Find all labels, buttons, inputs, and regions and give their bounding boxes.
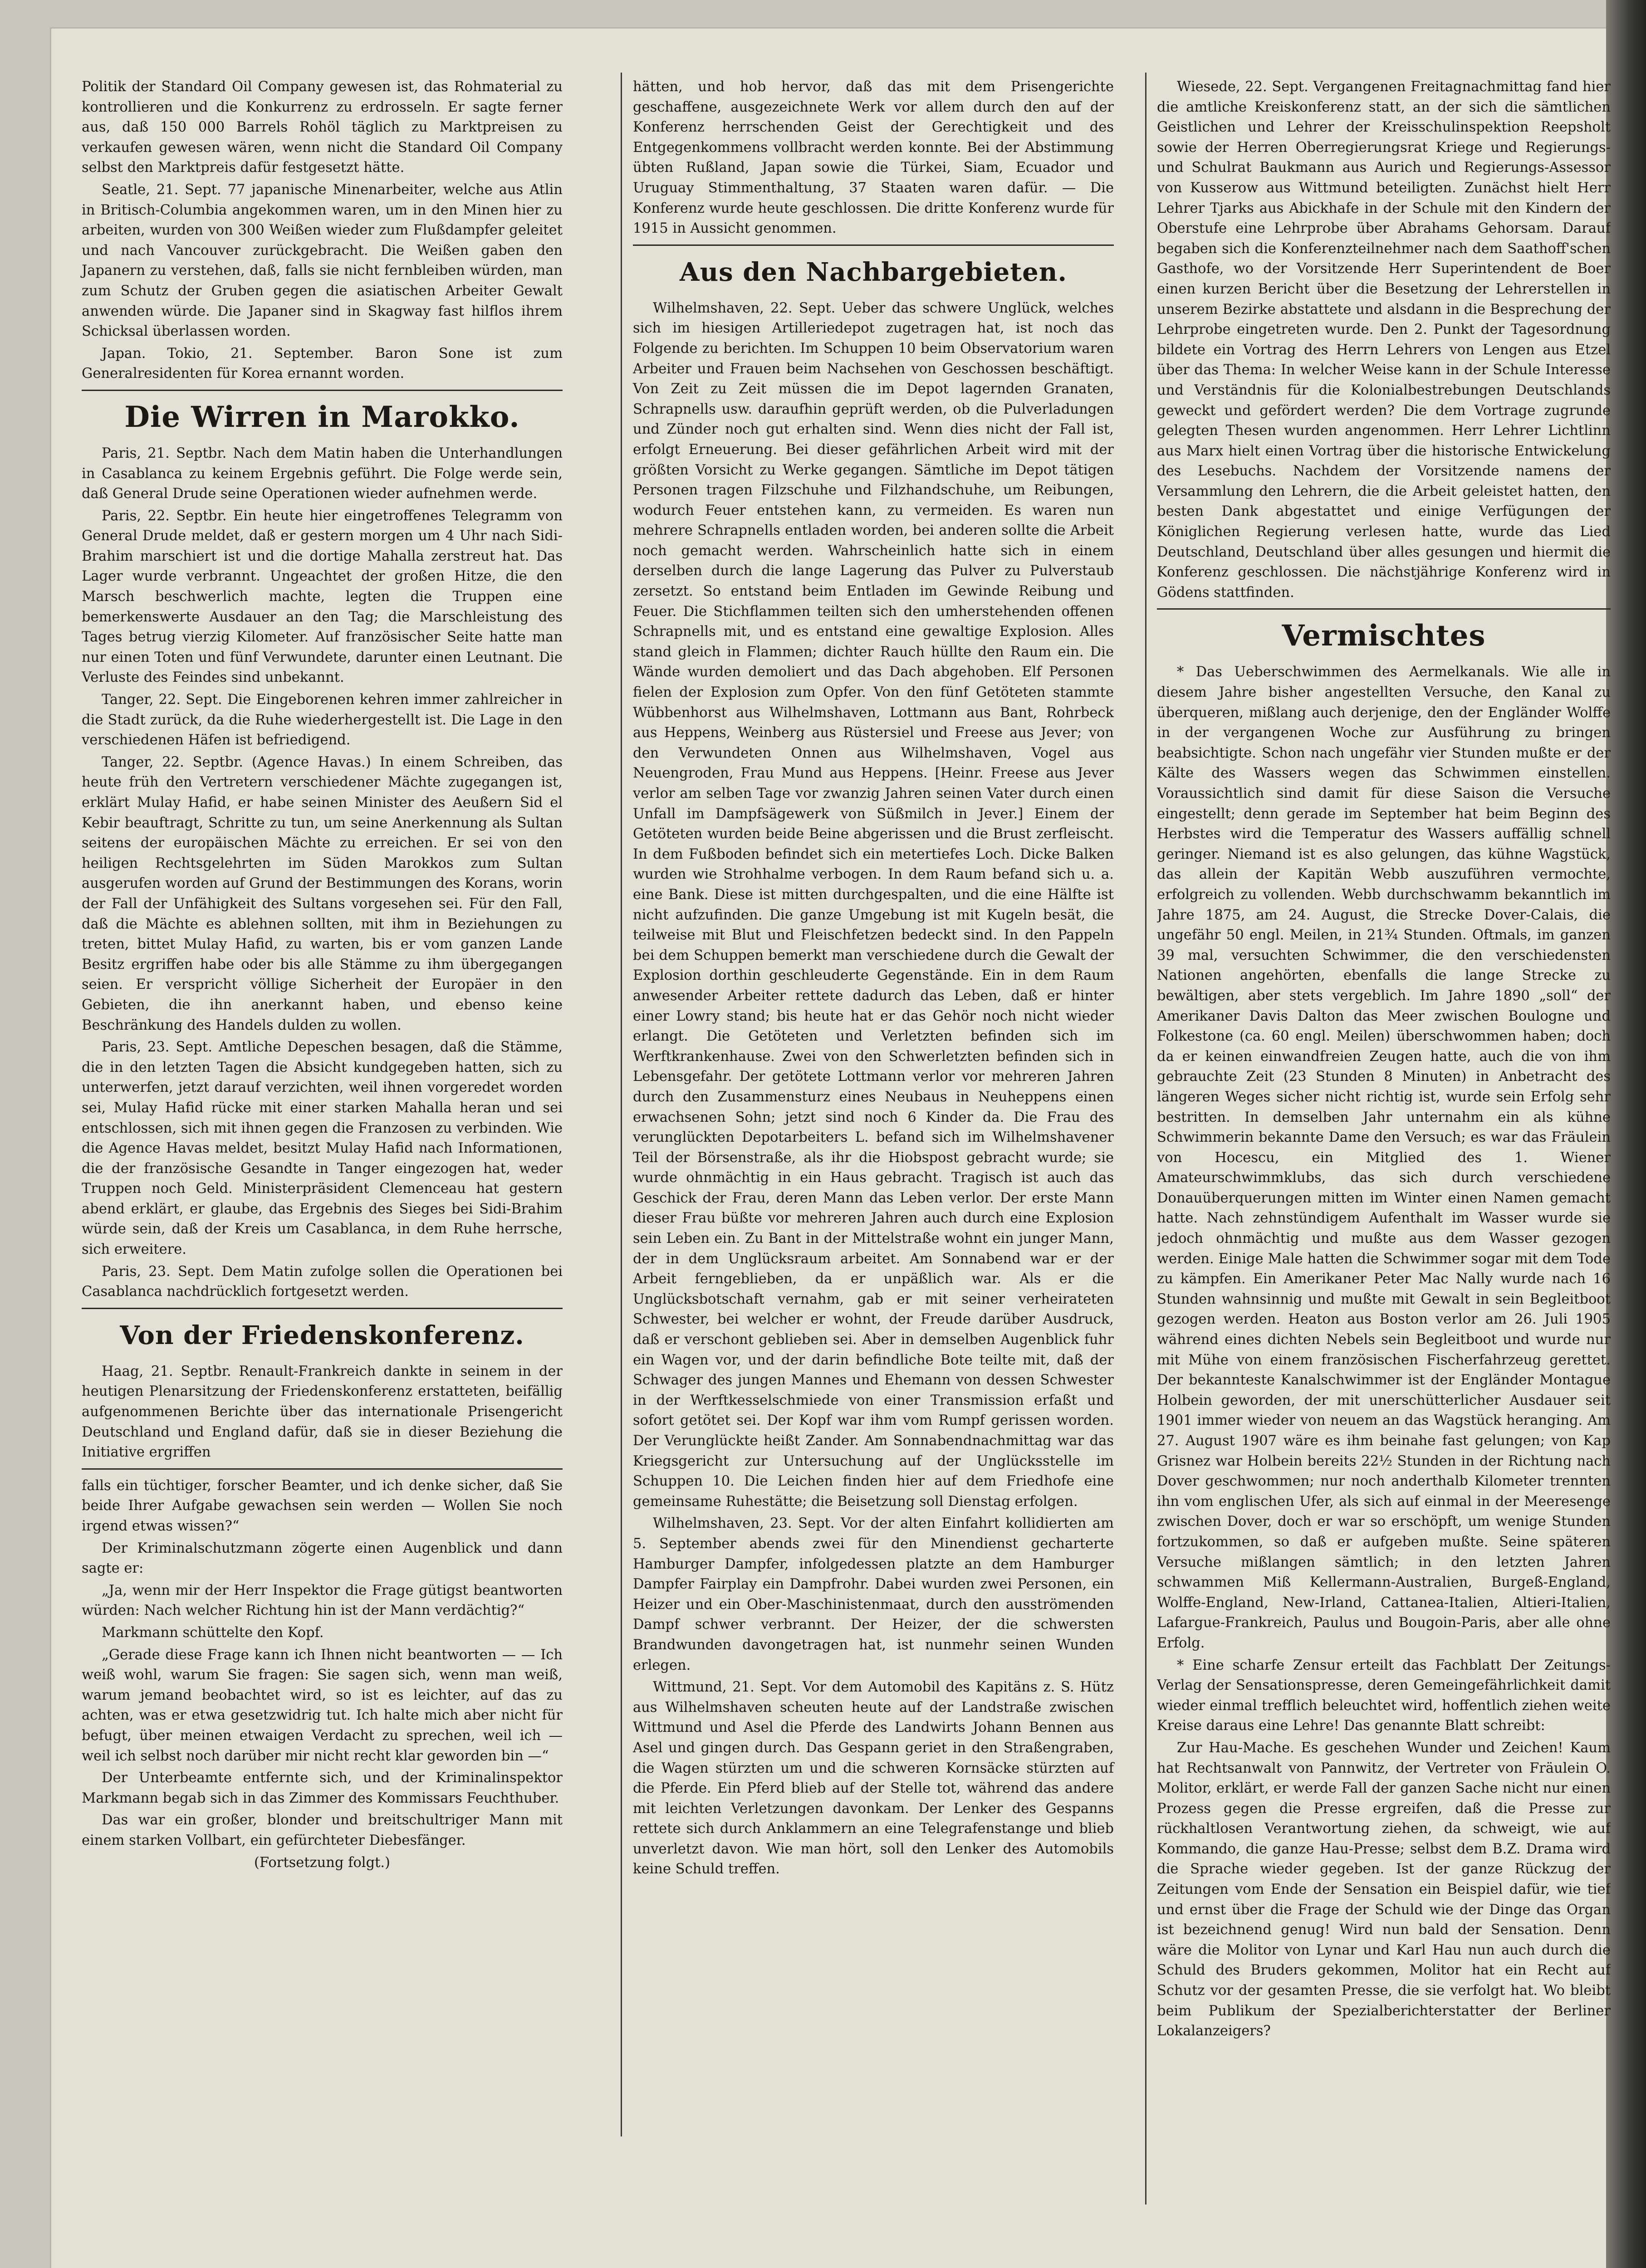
section-divider (82, 1308, 563, 1309)
feuilleton-text: Das war ein großer, blonder und breitschultriger Mann mit einem starken Vollbart, ein gefürchteter Diebesfänger. (82, 1812, 563, 1848)
section-divider (633, 244, 1114, 246)
article-text: Seatle, 21. Sept. 77 japanische Minenarbeiter, welche aus Atlin in Britisch-Columbia angekommen waren, um in den Minen hier zu arbeiten, wurden von 300 Weißen wieder zum Flußdampfer geleitet und nach Vancouver zurückgebracht. Die Weißen gaben den Japanern zu verstehen, daß, falls sie nicht fernbleiben würden, man zum Schutz der Gruben gegen die asiatischen Arbeiter Gewalt anwenden würde. Die Japaner sind in Skagway fast hilflos ihrem Schicksal überlassen worden. (82, 181, 563, 340)
article-text: Japan. Tokio, 21. September. Baron Sone ist zum Generalresidenten für Korea ernannt worden. (82, 345, 563, 382)
feuilleton-text: „Gerade diese Frage kann ich Ihnen nicht beantworten — — Ich weiß wohl, warum Sie fragen: Sie sagen sich, wenn man weiß, warum jemand beobachtet wird, so ist es leichter, auf das zu achten, was er etwa gesetzwidrig tut. Ich halte mich aber nicht für befugt, über meinen etwaigen Verdacht zu sprechen, weil ich — weil ich selbst noch darüber mir nicht recht klar geworden bin —“ (82, 1647, 563, 1764)
book-spine-shadow (1606, 0, 1646, 2268)
article-text: Wittmund, 21. Sept. Vor dem Automobil des Kapitäns z. S. Hütz aus Wilhelmshaven scheuten heute auf der Landstraße zwischen Wittmund und Asel die Pferde des Landwirts Johann Bennen aus Asel und gingen durch. Das Gespann geriet in den Straßengraben, die Wagen stürzten um und die schweren Kornsäcke stürzten auf die Pferde. Ein Pferd blieb auf der Stelle tot, während das andere mit leichten Verletzungen davonkam. Der Lenker des Gespanns rettete sich durch Anklammern an eine Telegrafenstange und blieb unverletzt davon. Wie man hört, soll den Lenker des Automobils keine Schuld treffen. (633, 1679, 1114, 1877)
article-text: Wilhelmshaven, 23. Sept. Vor der alten Einfahrt kollidierten am 5. September abends zwei für den Minendienst gecharterte Hamburger Dampfer, infolgedessen platzte an dem Hamburger Dampfer Fairplay ein Dampfrohr. Dabei wurden zwei Personen, ein Heizer und ein Ober-Maschinistenmaat, durch den ausströmenden Dampf schwer verbrannt. Der Heizer, der die schwersten Brandwunden davongetragen hat, ist nunmehr seinen Wunden erlegen. (633, 1515, 1114, 1673)
article-text: Haag, 21. Septbr. Renault-Frankreich dankte in seinem in der heutigen Plenarsitzung der Friedenskonferenz erstatteten, beifällig aufgenommenen Berichte über das internationale Prisengericht Deutschland und England dafür, daß sie in dieser Beziehung die Initiative ergriffen (82, 1363, 563, 1461)
article-text: Tanger, 22. Septbr. (Agence Havas.) In einem Schreiben, das heute früh den Vertretern verschiedener Mächte zugegangen ist, erklärt Mulay Hafid, er habe seinen Minister des Aeußern Sid el Kebir beauftragt, Schritte zu tun, um seine Anerkennung als Sultan seitens der europäischen Mächte zu erreichen. Er sei von den heiligen Rechtsgelehrten im Süden Marokkos zum Sultan ausgerufen worden auf Grund der Bestimmungen des Korans, worin der Fall der Unfähigkeit des Sultans vorgesehen sei. Für den Fall, daß die Mächte es ablehnen sollten, mit ihm in Beziehungen zu treten, bittet Mulay Hafid, zu warten, bis er vom ganzen Lande Besitz ergriffen habe oder bis alle Stämme zu ihm übergegangen seien. Er verspricht völlige Sicherheit der Europäer in den Gebieten, die ihn anerkannt haben, und ebenso keine Beschränkung des Handels dulden zu wollen. (82, 754, 563, 1033)
section-headline: Die Wirren in Marokko. (124, 400, 520, 434)
column-2 (633, 77, 1114, 1882)
article-text: hätten, und hob hervor, daß das mit dem Prisengerichte geschaffene, ausgezeichnete Werk vor allem durch den auf der Konferenz herrschenden Geist der Gerechtigkeit und des Entgegenkommens vollbracht werden konnte. Bei der Abstimmung übten Rußland, Japan sowie die Türkei, Siam, Ecuador und Uruguay Stimmenthaltung, 37 Staaten waren dafür. — Die Konferenz wurde heute geschlossen. Die dritte Konferenz wurde für 1915 in Aussicht genommen. (633, 79, 1114, 237)
column-rule-2 (1145, 73, 1146, 2204)
article-text: Paris, 22. Septbr. Ein heute hier eingetroffenes Telegramm von General Drude meldet, daß er gestern morgen um 4 Uhr nach Sidi-Brahim marschiert ist und die dortige Mahalla zerstreut hat. Das Lager wurde verbrannt. Ungeachtet der großen Hitze, die den Marsch beschwerlich machte, legten die Truppen eine bemerkenswerte Ausdauer an den Tag; die Marschleistung des Tages betrug vierzig Kilometer. Auf französischer Seite hatte man nur einen Toten und fünf Verwundete, darunter einen Leutnant. Die Verluste des Feindes sind unbekannt. (82, 508, 563, 686)
article-text: Paris, 23. Sept. Dem Matin zufolge sollen die Operationen bei Casablanca nachdrücklich fortgesetzt werden. (82, 1263, 563, 1300)
feuilleton-text: falls ein tüchtiger, forscher Beamter, und ich denke sicher, daß Sie beide Ihrer Aufgabe gewachsen sein werden — Wollen Sie noch irgend etwas wissen?“ (82, 1477, 563, 1534)
column-rule-1 (621, 73, 622, 2136)
section-headline: Vermischtes (1282, 619, 1486, 653)
article-text: Paris, 21. Septbr. Nach dem Matin haben die Unterhandlungen in Casablanca zu keinem Ergebnis geführt. Die Folge werde sein, daß General Drude seine Operationen wieder aufnehmen werde. (82, 445, 563, 502)
feuilleton-text: Der Kriminalschutzmann zögerte einen Augenblick und dann sagte er: (82, 1540, 563, 1577)
continuation-note: (Fortsetzung folgt.) (254, 1854, 390, 1871)
article-text: Wiesede, 22. Sept. Vergangenen Freitagnachmittag fand hier die amtliche Kreiskonferenz statt, an der sich die sämtlichen Geistlichen und Lehrer der Kreisschulinspektion Reepsholt sowie der Herren Oberregierungsrat Kriege und Regierungs- und Schulrat Baukmann aus Aurich und Regierungs-Assessor von Kusserow aus Wittmund beteiligten. Zunächst hielt Herr Lehrer Tjarks aus Abickhafe in der Schule mit den Kindern der Oberstufe eine Lehrprobe über Abrahams Gehorsam. Darauf begaben sich die Konferenzteilnehmer nach dem Saathoff'schen Gasthofe, wo der Vorsitzende Herr Superintendent de Boer einen kurzen Bericht über die Besetzung der Lehrerstellen in unserem Bezirke abstattete und alsdann in die Besprechung der Lehrprobe eingetreten wurde. Den 2. Punkt der Tagesordnung bildete ein Vortrag des Herrn Lehrers von Lengen aus Etzel über das Thema: In welcher Weise kann in der Schule Interesse und Verständnis für die Kolonialbestrebungen Deutschlands geweckt und gefördert werden? Die dem Vortrage zugrunde gelegten Thesen wurden angenommen. Herr Lehrer Lichtlinn aus Marx hielt einen Vortrag über die historische Entwickelung des Lesebuchs. Nachdem der Vorsitzende namens der Versammlung den Lehrern, die die Arbeit geleistet hatten, den besten Dank abgestattet und einige Verfügungen der Königlichen Regierung verlesen hatte, wurde das Lied Deutschland, Deutschland über alles gesungen und hiermit die Konferenz geschlossen. Die nächstjährige Konferenz wird in Gödens stattfinden. (1157, 79, 1611, 601)
article-text: * Eine scharfe Zensur erteilt das Fachblatt Der Zeitungs-Verlag der Sensationspresse, deren Gemeingefährlichkeit damit wieder einmal trefflich beleuchtet wird, hoffentlich ziehen weite Kreise daraus eine Lehre! Das genannte Blatt schreibt: (1157, 1657, 1611, 1734)
feuilleton-divider (82, 1468, 563, 1470)
section-divider (82, 390, 563, 391)
feuilleton-text: Der Unterbeamte entfernte sich, und der Kriminalinspektor Markmann begab sich in das Zimmer des Kommissars Feuchthuber. (82, 1770, 563, 1806)
article-text: Paris, 23. Sept. Amtliche Depeschen besagen, daß die Stämme, die in den letzten Tagen die Absicht kundgegeben hatten, sich zu unterwerfen, jetzt darauf verzichten, weil ihnen vorgeredet worden sei, Mulay Hafid rücke mit einer starken Mahalla heran und sei entschlossen, sich mit ihnen gegen die Franzosen zu verbinden. Wie die Agence Havas meldet, besitzt Mulay Hafid nach Informationen, die der französische Gesandte in Tanger eingezogen hat, weder Truppen noch Geld. Ministerpräsident Clemenceau hat gestern abend erklärt, er glaube, das Ergebnis des Sieges bei Sidi-Brahim würde sein, daß der Kreis um Casablanca, in dem Ruhe herrsche, sich erweitere. (82, 1039, 563, 1258)
feuilleton-text: Markmann schüttelte den Kopf. (102, 1624, 324, 1641)
article-text: Zur Hau-Mache. Es geschehen Wunder und Zeichen! Kaum hat Rechtsanwalt von Pannwitz, der Vertreter von Fräulein O. Molitor, erklärt, er werde Fall der ganzen Sache nicht nur einen Prozess gegen die Presse ergreifen, daß die Presse zur rückhaltlosen Verantwortung ziehen, da schweigt, wie auf Kommando, die ganze Hau-Presse; selbst dem B.Z. Drama wird die Sprache wieder gegeben. Ist der ganze Rückzug der Zeitungen vom Ende der Sensation ein Beispiel dafür, wie tief und ernst über die Frage der Schuld wie der Dinge das Organ ist bezeichnend genug! Wird nun bald der Sensation. Denn wäre die Molitor von Lynar und Karl Hau nun auch durch die Schuld des Bruders gekommen, Molitor hat ein Recht auf Schutz vor der gesamten Presse, die sie verfolgt hat. Wo bleibt beim Publikum der Spezialberichterstatter der Berliner Lokalanzeigers? (1157, 1740, 1611, 2039)
section-headline: Von der Friedenskonferenz. (120, 1320, 524, 1350)
column-3 (1157, 77, 1611, 2043)
article-text: * Das Ueberschwimmen des Aermelkanals. Wie alle in diesem Jahre bisher angestellten Versuche, den Kanal zu überqueren, mißlang auch derjenige, den der Engländer Wolffe in der vergangenen Woche zur Ausführung zu bringen beabsichtigte. Schon nach ungefähr vier Stunden mußte er der Kälte des Wassers wegen das Schwimmen einstellen. Voraussichtlich sind damit für diese Saison die Versuche eingestellt; denn gerade im September hat beim Beginn des Herbstes wird die Temperatur des Wassers auffällig schnell geringer. Niemand ist es also gelungen, das kühne Wagstück, das allein der Kapitän Webb auszuführen vermochte, erfolgreich zu vollenden. Webb durchschwamm bekanntlich im Jahre 1875, am 24. August, die Strecke Dover-Calais, die ungefähr 50 engl. Meilen, in 21¾ Stunden. Oftmals, im ganzen 39 mal, versuchten Schwimmer, die den verschiedensten Nationen angehörten, ebenfalls die lange Strecke zu bewältigen, aber stets vergeblich. Im Jahre 1890 „soll“ der Amerikaner Davis Dalton das Meer zwischen Boulogne und Folkestone (ca. 60 engl. Meilen) überschwommen haben; doch da er keinen einwandfreien Zeugen hatte, auch die von ihm gebrauchte Zeit (23 Stunden 8 Minuten) in Anbetracht des längeren Weges sicher nicht richtig ist, wurde sein Erfolg sehr bestritten. In demselben Jahr unternahm ein als kühne Schwimmerin bekannte Dame den Versuch; es war das Fräulein von Hocescu, ein Mitglied des 1. Wiener Amateurschwimmklubs, das sich durch verschiedene Donauüberquerungen mitten im Winter einen Namen gemacht hatte. Nach zehnstündigem Aufenthalt im Wasser wurde sie jedoch ohnmächtig und mußte aus dem Wasser gezogen werden. Einige Male hatten die Schwimmer sogar mit dem Tode zu kämpfen. Ein Amerikaner Peter Mac Nally wurde nach 16 Stunden wahnsinnig und mußte mit Gewalt in sein Begleitboot gezogen werden. Heaton aus Boston verlor am 26. Juli 1905 während eines dichten Nebels sein Begleitboot und wurde nur mit Mühe von einem französischen Fischerfahrzeug gerettet. Der bekannteste Kanalschwimmer ist der Engländer Montague Holbein geworden, der mit unerschütterlicher Ausdauer seit 1901 immer wieder von neuem an das Wagstück heranging. Am 27. August 1907 wäre es ihm beinahe fast gelungen; von Kap Grisnez war Holbein bereits 22½ Stunden in der Richtung nach Dover geschwommen; nur noch anderthalb Kilometer trennten ihn vom englischen Ufer, als sich auf einmal in der Meeresenge zwischen Dover, doch er war so erschöpft, um wenige Stunden fortzukommen, so daß er aufgeben mußte. Seine späteren Versuche mißlangen sämtlich; in den letzten Jahren schwammen Miß Kellermann-Australien, Burgeß-England, Wolffe-England, New-Irland, Cattanea-Italien, Altieri-Italien, Lafargue-Frankreich, Paulus und Bougoin-Paris, aber alle ohne Erfolg. (1157, 664, 1611, 1651)
section-headline: Aus den Nachbargebieten. (680, 257, 1067, 287)
article-text: Politik der Standard Oil Company gewesen ist, das Rohmaterial zu kontrollieren und die Konkurrenz zu erdrosseln. Er sagte ferner aus, daß 150 000 Barrels Rohöl täglich zu Marktpreisen zu verkaufen gewesen wären, wenn nicht die Standard Oil Company selbst den Marktpreis dafür festgesetzt hätte. (82, 79, 563, 176)
feuilleton-text: „Ja, wenn mir der Herr Inspektor die Frage gütigst beantworten würden: Nach welcher Richtung hin ist der Mann verdächtig?“ (82, 1582, 563, 1619)
article-text: Tanger, 22. Sept. Die Eingeborenen kehren immer zahlreicher in die Stadt zurück, da die Ruhe wiederhergestellt ist. Die Lage in den verschiedenen Häfen ist befriedigend. (82, 692, 563, 748)
column-1 (82, 77, 563, 1875)
section-divider (1157, 608, 1611, 610)
article-text: Wilhelmshaven, 22. Sept. Ueber das schwere Unglück, welches sich im hiesigen Artilleriedepot zugetragen hat, ist noch das Folgende zu berichten. Im Schuppen 10 beim Observatorium waren Arbeiter und Frauen beim Nachsehen von Geschossen beschäftigt. Von Zeit zu Zeit müssen die im Depot lagernden Granaten, Schrapnells usw. daraufhin geprüft werden, ob die Pulverladungen und Zünder noch gut erhalten sind. Wenn dies nicht der Fall ist, erfolgt Erneuerung. Bei dieser gefährlichen Arbeit wird mit der größten Vorsicht zu Werke gegangen. Sämtliche im Depot tätigen Personen tragen Filzschuhe und Filzhandschuhe, um Reibungen, wodurch Feuer entstehen kann, zu vermeiden. Es waren nun mehrere Schrapnells entladen worden, bei anderen sollte die Arbeit noch gemacht werden. Wahrscheinlich hatte sich in einem derselben durch die lange Lagerung das Pulver zu Pulverstaub zersetzt. So entstand beim Entladen im Gewinde Reibung und Feuer. Die Stichflammen teilten sich den umherstehenden offenen Schrapnells mit, und es entstand eine gewaltige Explosion. Alles stand gleich in Flammen; dichter Rauch hüllte den Raum ein. Die Wände wurden demoliert und das Dach abgehoben. Elf Personen fielen der Explosion zum Opfer. Von den fünf Getöteten stammte Wübbenhorst aus Wilhelmshaven, Lottmann aus Bant, Rohrbeck aus Heppens, Weinberg aus Rüstersiel und Freese aus Jever; von den Verwundeten Onnen aus Wilhelmshaven, Vogel aus Neuengroden, Frau Mund aus Heppens. [Heinr. Freese aus Jever verlor am selben Tage vor zwanzig Jahren seinen Vater durch einen Unfall im Dampfsägewerk von Süßmilch in Jever.] Einem der Getöteten wurden beide Beine abgerissen und die Brust zerfleischt. In dem Fußboden befindet sich ein metertiefes Loch. Dicke Balken wurden wie Strohhalme verbogen. In dem Raum befand sich u. a. eine Bank. Diese ist mitten durchgespalten, und die eine Hälfte ist nicht aufzufinden. Die ganze Umgebung ist mit Kugeln besät, die teilweise mit Blut und Fleischfetzen bedeckt sind. In den Pappeln bei dem Schuppen bemerkt man verschiedene durch die Gewalt der Explosion dorthin geschleuderte Gegenstände. Ein in dem Raum anwesender Arbeiter rettete dadurch das Leben, daß er hinter einer Lowry stand; bis heute hat er das Gehör noch nicht wieder erlangt. Die Getöteten und Verletzten befinden sich im Werftkrankenhause. Zwei von den Schwerletzten befinden sich in Lebensgefahr. Der getötete Lottmann verlor vor mehreren Jahren durch den Zusammensturz eines Neubaus in Neuheppens einen erwachsenen Sohn; jetzt sind noch 6 Kinder da. Die Frau des verunglückten Depotarbeiters L. befand sich im Wilhelmshavener Teil der Börsenstraße, als ihr die Hiobspost gebracht wurde; sie wurde ohnmächtig in ein Haus gebracht. Tragisch ist auch das Geschick der Frau, deren Mann das Leben verlor. Der erste Mann dieser Frau büßte vor mehreren Jahren auch durch eine Explosion sein Leben ein. Zu Bant in der Mittelstraße wohnt ein junger Mann, der in dem Unglücksraum arbeitet. Am Sonnabend war er der Arbeit ferngeblieben, da er unpäßlich war. Als er die Unglücksbotschaft vernahm, gab er mit seiner verheirateten Schwester, bei welcher er wohnt, der Freude darüber Ausdruck, daß er verschont geblieben sei. Aber in demselben Augenblick fuhr ein Wagen vor, und der darin befindliche Bote teilte mit, daß der Schwager des jungen Mannes und Ehemann von dessen Schwester in der Werftkesselschmiede von einer Transmission erfaßt und sofort getötet sei. Der Kopf war ihm vom Rumpf gerissen worden. Der Verunglückte heißt Zander. Am Sonnabendnachmittag war das Kriegsgericht zur Untersuchung auf der Unglücksstelle im Schuppen 10. Die Leichen finden hier auf dem Friedhofe eine gemeinsame Ruhestätte; die Beisetzung soll Dienstag erfolgen. (633, 300, 1114, 1510)
